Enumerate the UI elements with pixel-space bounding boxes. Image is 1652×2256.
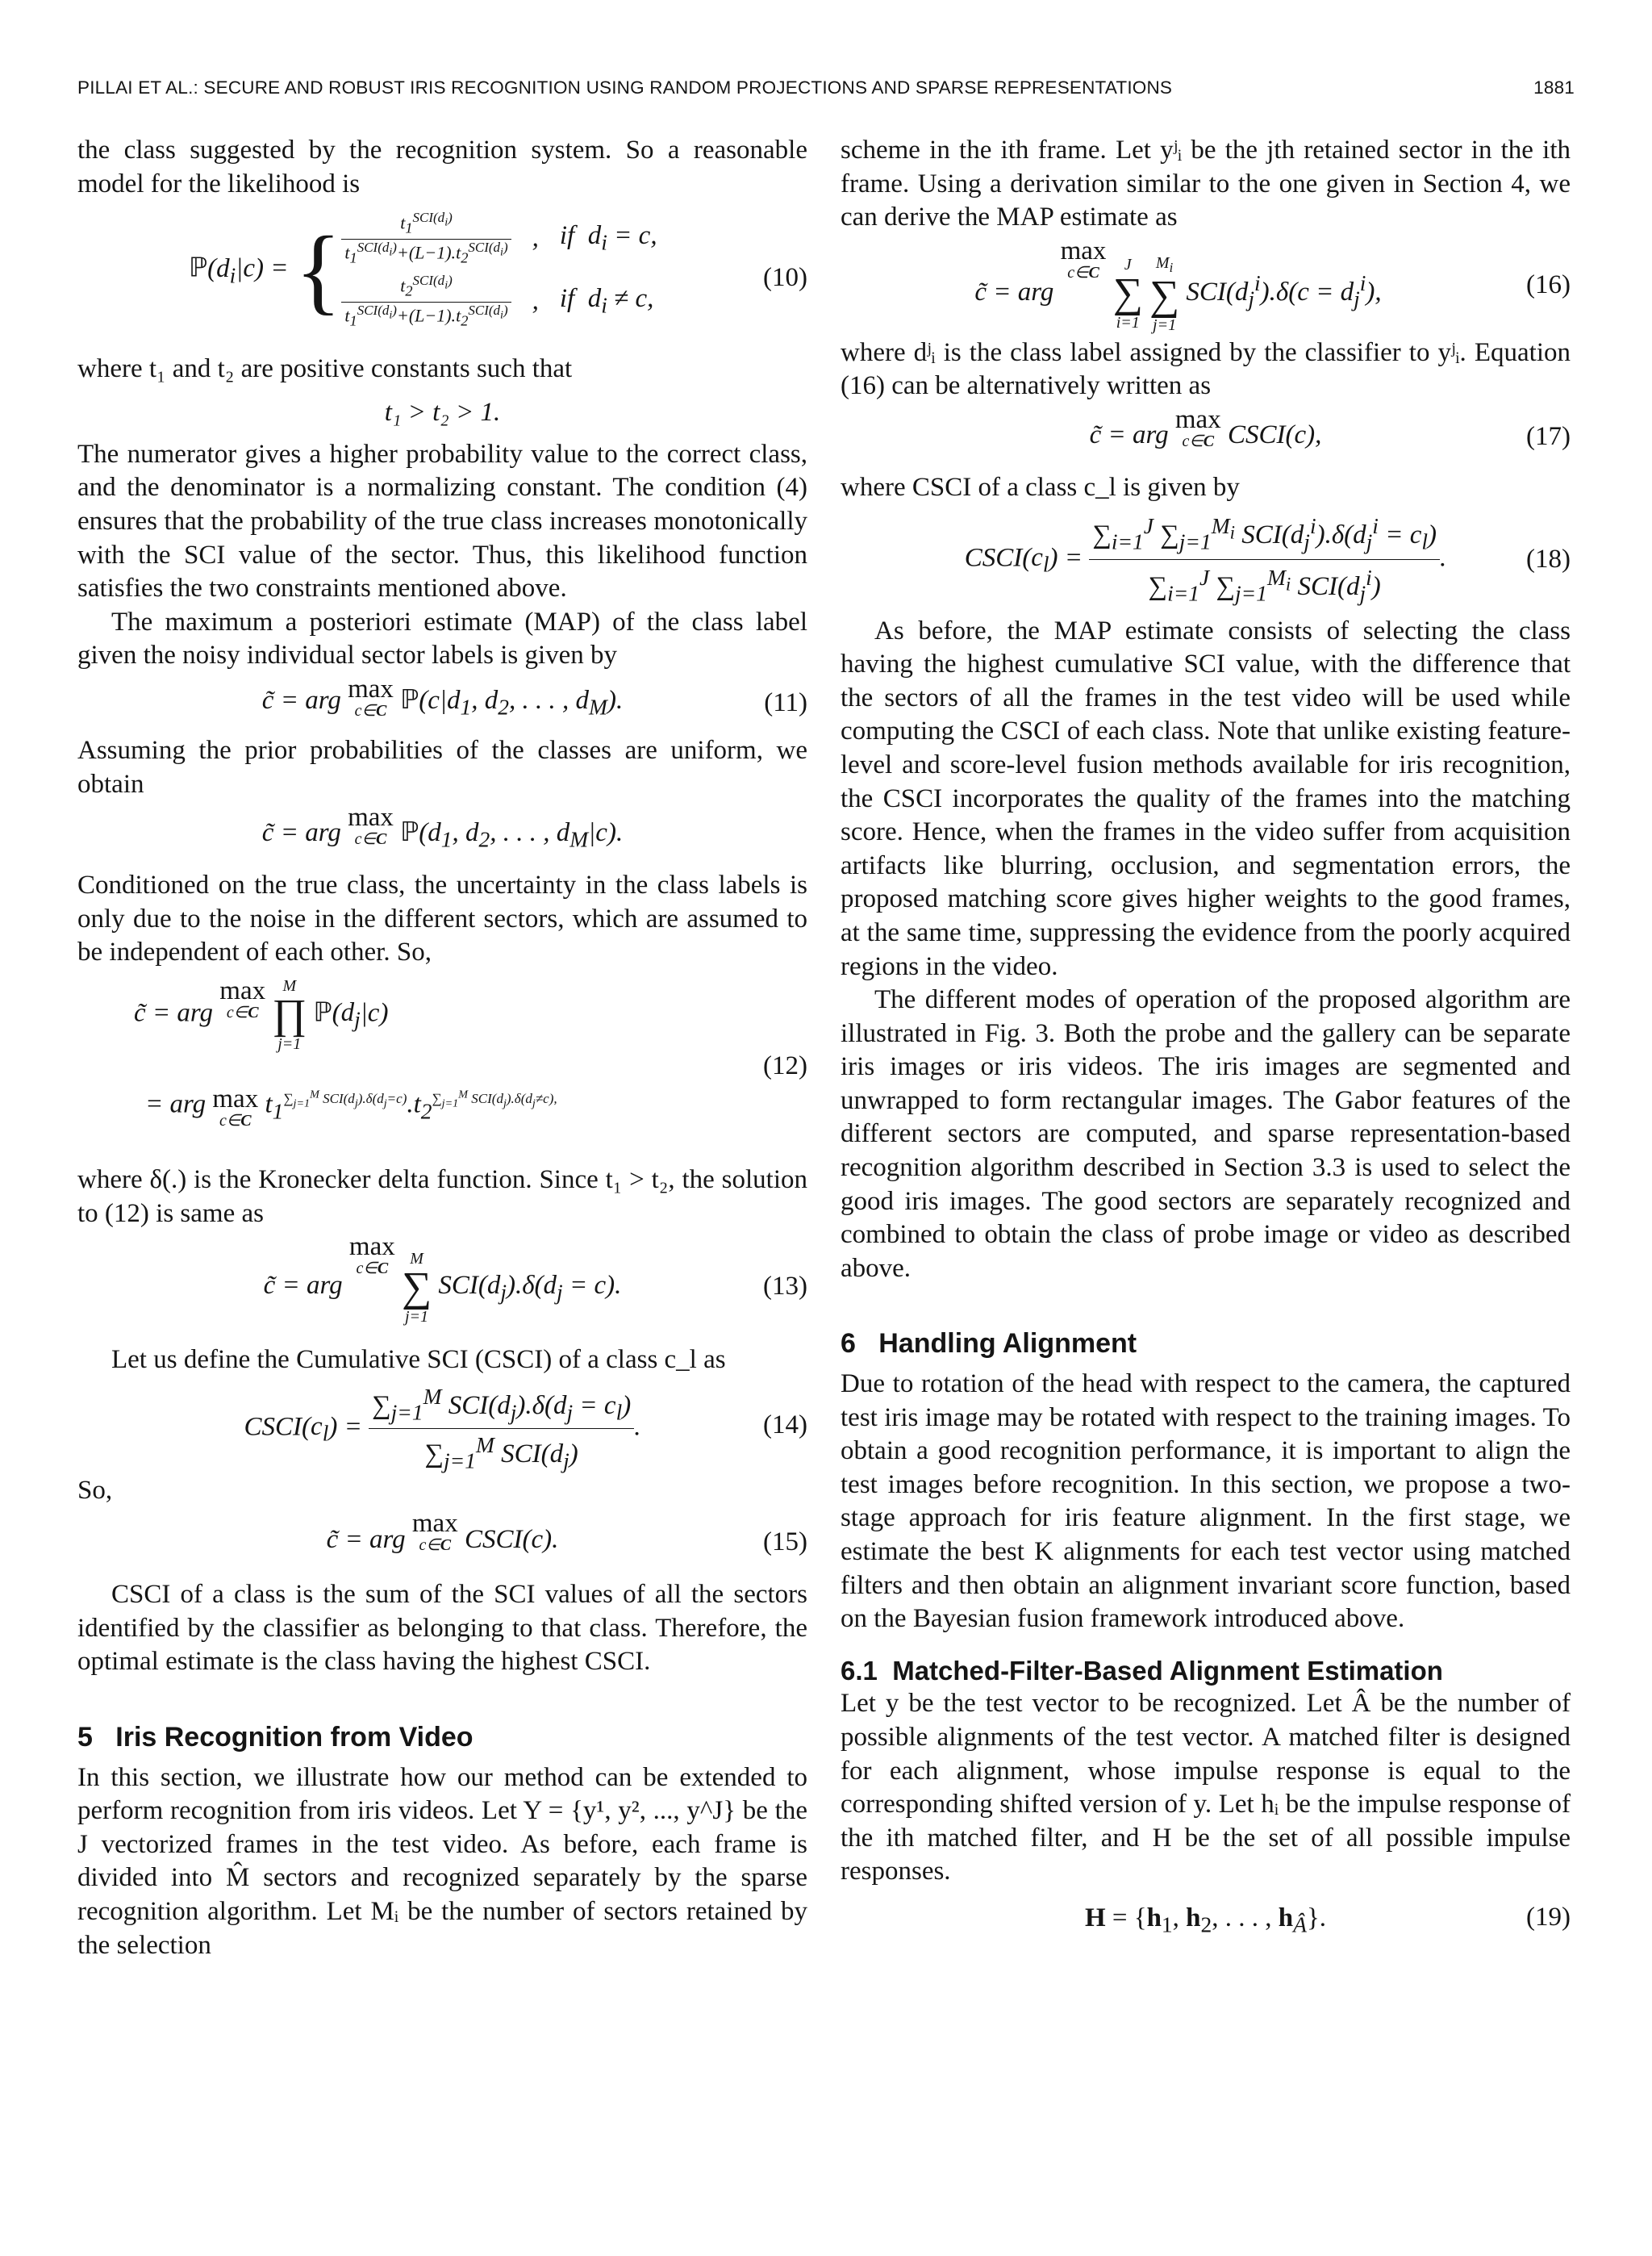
equation-18: $CSCI(c_l)$ = $\frac{\sum_{i=1}^J \sum_{j=1}^{M_i} SCI(d_j^i).\delta(d_j^i = c_l)}{\sum_{i=1}^J \sum_{j=1}^{M_i} SCI(d_j^i)}$ . (18)	[841, 508, 1571, 612]
right-column	[841, 134, 1571, 1947]
equation-14: $CSCI(c_l)$ = $\frac{\sum_{j=1}^M SCI(d_j).\delta(d_j = c_l)}{\sum_{j=1}^M SCI(d_j)}$ . (14)	[77, 1381, 807, 1471]
equation-number: (11)	[764, 688, 807, 718]
paragraph: CSCI of a class is the sum of the SCI values of all the sectors identified by the classifier as belonging to that class. Therefore, the optimal estimate is the class having the highest CSCI.	[77, 1580, 807, 1677]
paragraph: The maximum a posteriori estimate (MAP) of the class label given the noisy individual sector labels is given by	[77, 607, 807, 671]
subsection-number: 6.1	[841, 1655, 878, 1686]
paragraph: As before, the MAP estimate consists of selecting the class having the highest cumulative SCI value, with the difference that the sectors of all the frames in the test video will be used while computing the CSCI of each class. Note that unlike existing feature-level and score-level fusion methods available for iris recognition, the CSCI incorporates the quality of the frames into the matching score. Hence, when the frames in the video suffer from acquisition artifacts like blurring, occlusion, and segmentation errors, the proposed matching score gives higher weights to the good frames, at the same time, suppressing the evidence from the poorly acquired regions in the video.	[841, 616, 1571, 981]
equation-number: (14)	[763, 1410, 807, 1439]
left-column	[77, 134, 807, 1962]
section-heading-5	[77, 1721, 807, 1755]
paragraph: The different modes of operation of the proposed algorithm are illustrated in Fig. 3. Both the probe and the gallery can be separate iris images or iris videos. The iris images are segmented and unwrapped to form rectangular images. The Gabor features of the different sectors are computed, and sparse representation-based recognition algorithm described in Section 3.3 is used to select the good iris images. The good sectors are separately recognized and combined to obtain the class of probe image or video as described above.	[841, 985, 1571, 1283]
equation-19: $H = \{h_1$, $h_2$, . . . , $h_Â$}. (19)	[1084, 1903, 1571, 1937]
equation-16: c̃ = arg max c∈C J ∑ i=1 $M_i$ ∑ j=1 $SCI(d_j^i).\delta(c = d_j^i)$, (16)	[974, 236, 1571, 334]
equation-11: c̃ = arg max c∈C $ℙ(c|d_1$, $d_2$, . . . , $d_M$). (11)	[261, 674, 807, 720]
equation-12: c̃ = arg max c∈C M ∏ j=1 $ℙ(d_j|c)$ = arg max c∈C $t_1^{\sum_{j=1}^M SCI(d_j).\delta(d_j=c)}.t_2^{\sum_{j=1}^M SCI(d_j).\delta(d_j\ne c),}$ (12)	[134, 976, 807, 1130]
equation-number: (16)	[1526, 269, 1571, 299]
page-number: 1881	[1533, 77, 1575, 98]
paragraph: scheme in the ith frame. Let yʲᵢ be the jth retained sector in the ith frame. Using a derivation similar to the one given in Section 4, we can derive the MAP estimate as	[841, 136, 1571, 232]
paragraph: where t₁ and t₂ are positive constants such that	[77, 354, 573, 384]
equation-number: (19)	[1526, 1903, 1571, 1932]
running-header	[77, 77, 1575, 98]
paragraph: So,	[77, 1475, 113, 1505]
equation-condition: t₁ > t₂ > 1.	[384, 397, 501, 427]
equation-15: c̃ = arg max c∈C CSCI(c). (15)	[77, 1510, 807, 1575]
paragraph: where CSCI of a class c_l is given by	[841, 472, 1240, 502]
paragraph: Let y be the test vector to be recognized. Let Â be the number of possible alignments of the test vector. A matched filter is designed for each alignment, whose impulse response is equal to the corresponding shifted version of y. Let hᵢ be the impulse response of the ith matched filter, and H be the set of all possible impulse responses.	[841, 1689, 1571, 1886]
section-title: Iris Recognition from Video	[115, 1722, 473, 1753]
paragraph: In this section, we illustrate how our method can be extended to perform recognition from iris videos. Let Y = {y¹, y², ..., y^J} be the J vectorized frames in the test video. As before, each frame is divided into M̂ sectors and recognized separately by the sparse recognition algorithm. Let Mᵢ be the number of sectors retained by the selection	[77, 1762, 807, 1960]
equation-number: (12)	[763, 1051, 807, 1081]
paragraph: Due to rotation of the head with respect to the camera, the captured test iris image may be rotated with respect to the training images. To obtain a good recognition performance, it is important to align the test images before recognition. In this section, we propose a two-stage approach for iris feature alignment. In the first stage, we estimate the best K alignments for each test vector using matched filters and then obtain an alignment invariant score function, based on the Bayesian fusion framework introduced above.	[841, 1369, 1571, 1634]
equation-number: (10)	[763, 263, 807, 293]
paragraph: the class suggested by the recognition system. So a reasonable model for the likelihood is	[77, 136, 807, 198]
paragraph: Conditioned on the true class, the uncertainty in the class labels is only due to the noise in the different sectors, which are assumed to be independent of each other. So,	[77, 871, 807, 967]
section-number: 5	[77, 1722, 93, 1753]
paragraph: where δ(.) is the Kronecker delta function. Since t₁ > t₂, the solution to (12) is same as	[77, 1164, 807, 1228]
equation-number: (15)	[763, 1527, 807, 1557]
equation-13: c̃ = arg max c∈C M ∑ j=1 $SCI(d_j).\delta(d_j = c)$. (13)	[263, 1232, 807, 1326]
equation-number: (17)	[1526, 422, 1571, 452]
equation-10: $ℙ(d_i|c)$ = { $\frac{t_1^{SCI(d_i)}}{t_1^{SCI(d_i)}+(L-1).t_2^{SCI(d_i)}}$ , if $d_i = c$, $\frac{t_2^{SCI(d_i)}}{t_1^{SCI(d_i)}+(L-1).t_2^{SCI(d_i)}}$ , if $d_i \ne c$, (10)	[189, 209, 807, 329]
paragraph: Assuming the prior probabilities of the classes are uniform, we obtain	[77, 735, 807, 799]
section-title: Handling Alignment	[878, 1328, 1137, 1360]
equation-map-uniform: c̃ = arg max c∈C $ℙ(d_1$, $d_2$, . . . , $d_M|c$).	[261, 803, 624, 852]
paragraph: The numerator gives a higher probability value to the correct class, and the denominator is a normalizing constant. The condition (4) ensures that the probability of the true class increases monotonically with the SCI value of the sector. Thus, this likelihood function satisfies the two constraints mentioned above.	[77, 439, 807, 604]
running-title: PILLAI ET AL.: SECURE AND ROBUST IRIS RECOGNITION USING RANDOM PROJECTIONS AND SPARSE REPRESENTATIONS	[77, 77, 1173, 98]
subsection-title: Matched-Filter-Based Alignment Estimation	[892, 1655, 1443, 1686]
section-number: 6	[841, 1328, 856, 1360]
paragraph: where dʲᵢ is the class label assigned by the classifier to yʲᵢ. Equation (16) can be alternatively written as	[841, 337, 1571, 401]
subsection-heading-6-1	[841, 1654, 1571, 1688]
equation-number: (13)	[763, 1272, 807, 1301]
equation-17: c̃ = arg max c∈C CSCI(c), (17)	[841, 407, 1571, 468]
section-heading-6	[841, 1327, 1571, 1361]
equation-number: (18)	[1526, 544, 1571, 574]
paragraph: Let us define the Cumulative SCI (CSCI) of a class c_l as	[111, 1345, 726, 1375]
